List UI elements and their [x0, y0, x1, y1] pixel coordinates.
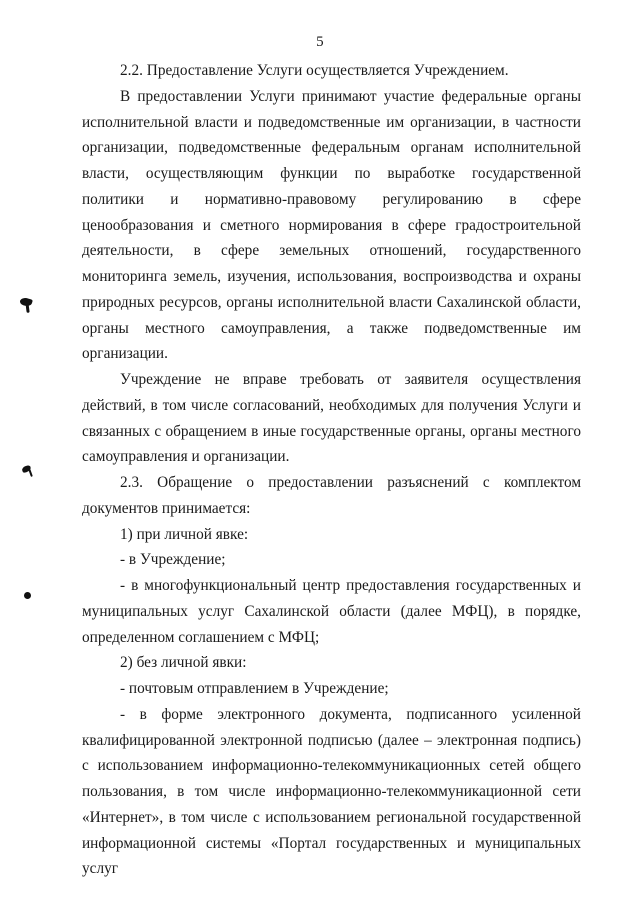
list-item-remote: 2) без личной явки: — [120, 654, 247, 672]
paragraph-2-2: 2.2. Предоставление Услуги осуществляется Учреждением. — [120, 62, 509, 79]
list-item-mfc: - в многофункциональный центр предоставления государственных и муниципальных услуг Сахалинской области (далее МФЦ), в порядке, определенном соглашением с МФЦ; — [82, 577, 581, 646]
scan-artifact-mark — [24, 592, 31, 599]
list-item-postal: - почтовым отправлением в Учреждение; — [120, 680, 389, 697]
list-item-in-person: 1) при личной явке: — [120, 525, 249, 543]
list-item-institution: - в Учреждение; — [120, 551, 226, 569]
scan-artifact-mark — [21, 465, 32, 474]
list-item-electronic: - в форме электронного документа, подписанного усиленной квалифицированной электронной подписью (далее – электронная подпись) с использованием информационно-телекоммуникационных сетей общего пользования, в том числе информационно-телекоммуникационной сети «Интернет», в том числе с использованием региональной государственной информационной системы «Портал государственных и муниципальных услуг — [82, 705, 581, 878]
paragraph-restriction: Учреждение не вправе требовать от заявителя осуществления действий, в том числе согласований, необходимых для получения Услуги и связанных с обращением в иные государственные органы, органы местного самоуправления и организации. — [82, 371, 581, 466]
paragraph-2-3: 2.3. Обращение о предоставлении разъяснений с комплектом документов принимается: — [82, 474, 581, 517]
paragraph-participants: В предоставлении Услуги принимают участие федеральные органы исполнительной власти и подведомственные им организации, в частности организации, подведомственные федеральным органам исполнительной власти, осуществляющим функции по выработке государственной политики и нормативно-правовому регулированию в сфере ценообразования и сметного нормирования в сфере градостроительной деятельности, в сфере земельных отношений, государственного мониторинга земель, изучения, использования, воспроизводства и охраны природных ресурсов, органы исполнительной власти Сахалинской области, органы местного самоуправления, а также подведомственные им организации. — [82, 87, 581, 363]
page-number: 5 — [316, 34, 324, 50]
scan-artifact-mark — [19, 296, 33, 307]
document-body — [82, 58, 581, 882]
